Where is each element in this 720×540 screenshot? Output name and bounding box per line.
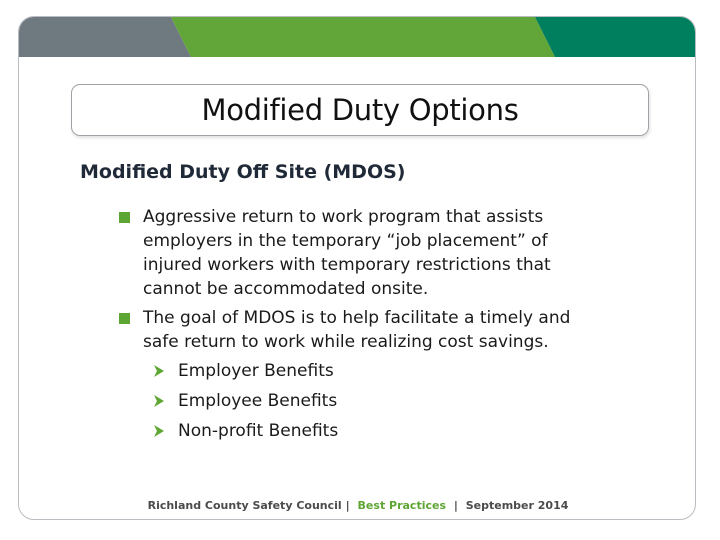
title-box: [71, 84, 649, 136]
footer-highlight: Best Practices: [357, 499, 447, 512]
sub-bullet-text: Non-profit Benefits: [178, 421, 339, 441]
header-bar-teal-segment: [535, 17, 696, 57]
bullet-item: [117, 205, 597, 301]
header-bar-gray-segment: [19, 17, 191, 57]
sub-bullet-list: [117, 359, 597, 443]
sub-bullet-text: Employer Benefits: [178, 361, 334, 381]
sub-bullet-text: Employee Benefits: [178, 391, 338, 411]
footer-date: September 2014: [465, 499, 569, 512]
bullet-text: The goal of MDOS is to help facilitate a timely and safe return to work while realizing cost savings.: [143, 308, 571, 352]
sub-bullet-item: [153, 419, 597, 443]
slide-frame: [18, 16, 696, 520]
bullet-text: Aggressive return to work program that assists employers in the temporary “job placement” of injured workers with temporary restrictions that cannot be accommodated onsite.: [143, 207, 551, 299]
bullet-list: [117, 205, 597, 449]
footer-org: Richland County Safety Council: [147, 499, 342, 512]
arrowhead-bullet-icon: [153, 394, 165, 408]
sub-bullet-item: [153, 359, 597, 383]
sub-bullet-item: [153, 389, 597, 413]
section-heading: Modified Duty Off Site (MDOS): [80, 161, 406, 183]
slide-footer: [19, 499, 696, 512]
footer-separator: |: [453, 499, 458, 512]
arrowhead-bullet-icon: [153, 424, 165, 438]
slide-title: Modified Duty Options: [201, 93, 519, 127]
square-bullet-icon: [119, 313, 130, 324]
square-bullet-icon: [119, 212, 130, 223]
bullet-item: [117, 306, 597, 354]
header-color-bar: [19, 17, 696, 57]
footer-separator: |: [345, 499, 350, 512]
header-bar-green-segment: [171, 17, 555, 57]
arrowhead-bullet-icon: [153, 364, 165, 378]
